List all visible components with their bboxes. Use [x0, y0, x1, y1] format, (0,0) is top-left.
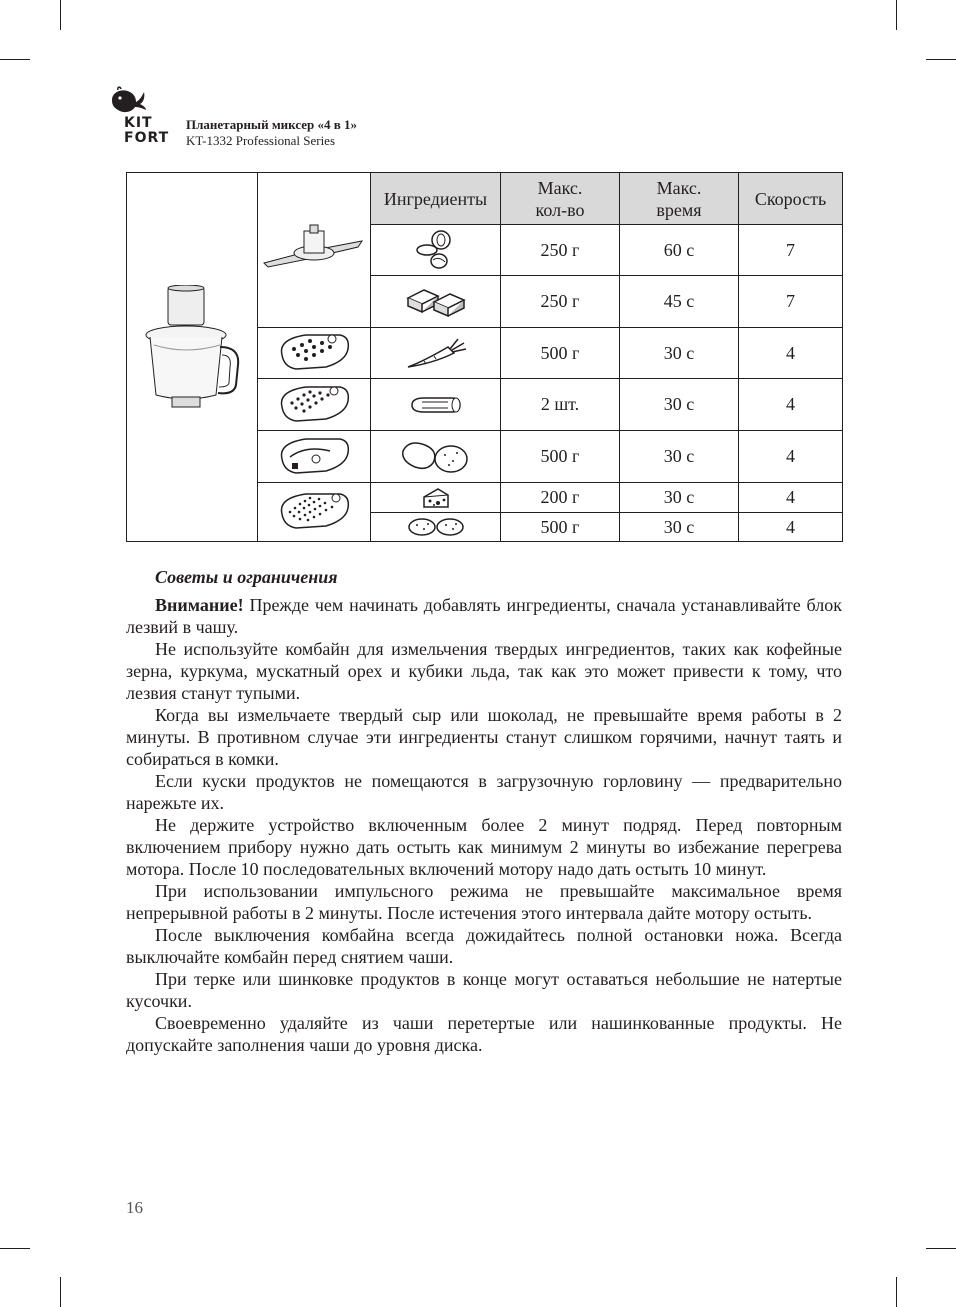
processing-table [126, 172, 843, 542]
coarse-grater-disc-icon [276, 331, 352, 375]
tip-paragraph: При терке или шинковке продуктов в конце могут оставаться небольшие не натертые кусочки. [126, 969, 842, 1011]
crop-mark [60, 0, 61, 30]
tips-heading: Советы и ограничения [155, 567, 338, 587]
slicer-disc-icon [276, 435, 352, 479]
ingredient-cell [371, 379, 501, 431]
ingredient-cell [371, 431, 501, 483]
potatoes-icon [406, 515, 466, 539]
document-model: KT-1332 Professional Series [186, 133, 336, 148]
ingredient-cell [371, 483, 501, 513]
crop-mark [896, 0, 897, 30]
qty-cell: 500 г [501, 328, 620, 379]
speed-cell: 4 [739, 379, 843, 431]
tips-section [126, 566, 842, 1056]
ingredient-cell [371, 513, 501, 542]
cucumber-icon [404, 390, 468, 420]
potato-icon [399, 437, 473, 477]
qty-cell: 500 г [501, 431, 620, 483]
header-ingredients: Ингредиенты [371, 173, 501, 225]
time-cell: 60 с [620, 225, 739, 276]
header-max-time: Макс. время [620, 173, 739, 225]
whale-logo-icon [108, 86, 148, 116]
crop-mark [926, 59, 956, 60]
ingredient-cell [371, 276, 501, 328]
crop-mark [0, 1248, 30, 1249]
speed-cell: 7 [739, 276, 843, 328]
speed-cell: 4 [739, 483, 843, 513]
page-number: 16 [126, 1198, 143, 1217]
food-processor-icon [142, 285, 242, 425]
disc-image-cell [258, 328, 371, 379]
time-cell: 30 с [620, 328, 739, 379]
fine-shredder-disc-icon [276, 490, 352, 534]
ingredient-cell [371, 328, 501, 379]
tip-paragraph: Своевременно удаляйте из чаши перетертые или нашинкованные продукты. Не допускайте заполнения чаши до уровня диска. [126, 1013, 842, 1055]
crop-mark [926, 1248, 956, 1249]
time-cell: 45 с [620, 276, 739, 328]
warning-label: Внимание! [155, 595, 244, 615]
tip-paragraph: Не держите устройство включенным более 2 минут подряд. Перед повторным включением прибору нужно дать остыть как минимум 2 минуты во избежание перегрева мотора. После 10 последовательных включений мотору надо дать остыть 10 минут. [126, 815, 842, 879]
header-max-qty: Макс. кол-во [501, 173, 620, 225]
speed-cell: 4 [739, 513, 843, 542]
fine-grater-disc-icon [276, 383, 352, 427]
time-cell: 30 с [620, 513, 739, 542]
qty-cell: 500 г [501, 513, 620, 542]
speed-cell: 4 [739, 328, 843, 379]
crop-mark [60, 1277, 61, 1307]
speed-cell: 4 [739, 431, 843, 483]
qty-cell: 200 г [501, 483, 620, 513]
s-blade-icon [262, 223, 366, 273]
nuts-icon [411, 228, 461, 272]
time-cell: 30 с [620, 379, 739, 431]
qty-cell: 250 г [501, 276, 620, 328]
tip-paragraph: Не используйте комбайн для измельчения твердых ингредиентов, таких как кофейные зерна, куркума, мускатный орех и кубики льда, так как это может привести к тому, что лезвия станут тупыми. [126, 639, 842, 703]
blade-image-cell [258, 173, 371, 328]
crop-mark [0, 59, 30, 60]
disc-image-cell [258, 379, 371, 431]
header-speed: Скорость [739, 173, 843, 225]
tip-paragraph: Когда вы измельчаете твердый сыр или шоколад, не превышайте время работы в 2 минуты. В противном случае эти ингредиенты станут слишком горячими, начнут таять и собираться в комки. [126, 705, 842, 769]
document-title: Планетарный миксер «4 в 1» [186, 117, 358, 132]
qty-cell: 2 шт. [501, 379, 620, 431]
disc-image-cell [258, 431, 371, 483]
crop-mark [896, 1277, 897, 1307]
speed-cell: 7 [739, 225, 843, 276]
time-cell: 30 с [620, 431, 739, 483]
disc-image-cell [258, 483, 371, 542]
ingredient-cell [371, 225, 501, 276]
tip-paragraph: При использовании импульсного режима не превышайте максимальное время непрерывной работы в 2 минуты. После истечения этого интервала дайте мотору остыть. [126, 881, 842, 923]
logo-text-kit: KIT [124, 115, 153, 131]
carrot-icon [404, 335, 468, 371]
warning-paragraph [126, 594, 842, 638]
tip-paragraph: Если куски продуктов не помещаются в загрузочную горловину — предварительно нарежьте их. [126, 771, 842, 813]
tip-paragraph: После выключения комбайна всегда дожидайтесь полной остановки ножа. Всегда выключайте комбайн перед снятием чаши. [126, 925, 842, 967]
cheese-icon [420, 485, 452, 511]
chocolate-icon [404, 284, 468, 320]
qty-cell: 250 г [501, 225, 620, 276]
food-processor-image-cell [127, 173, 258, 542]
warning-text: Прежде чем начинать добавлять ингредиенты, сначала устанавливайте блок лезвий в чашу. [126, 595, 842, 637]
time-cell: 30 с [620, 483, 739, 513]
logo-text-fort: FORT [124, 130, 170, 146]
